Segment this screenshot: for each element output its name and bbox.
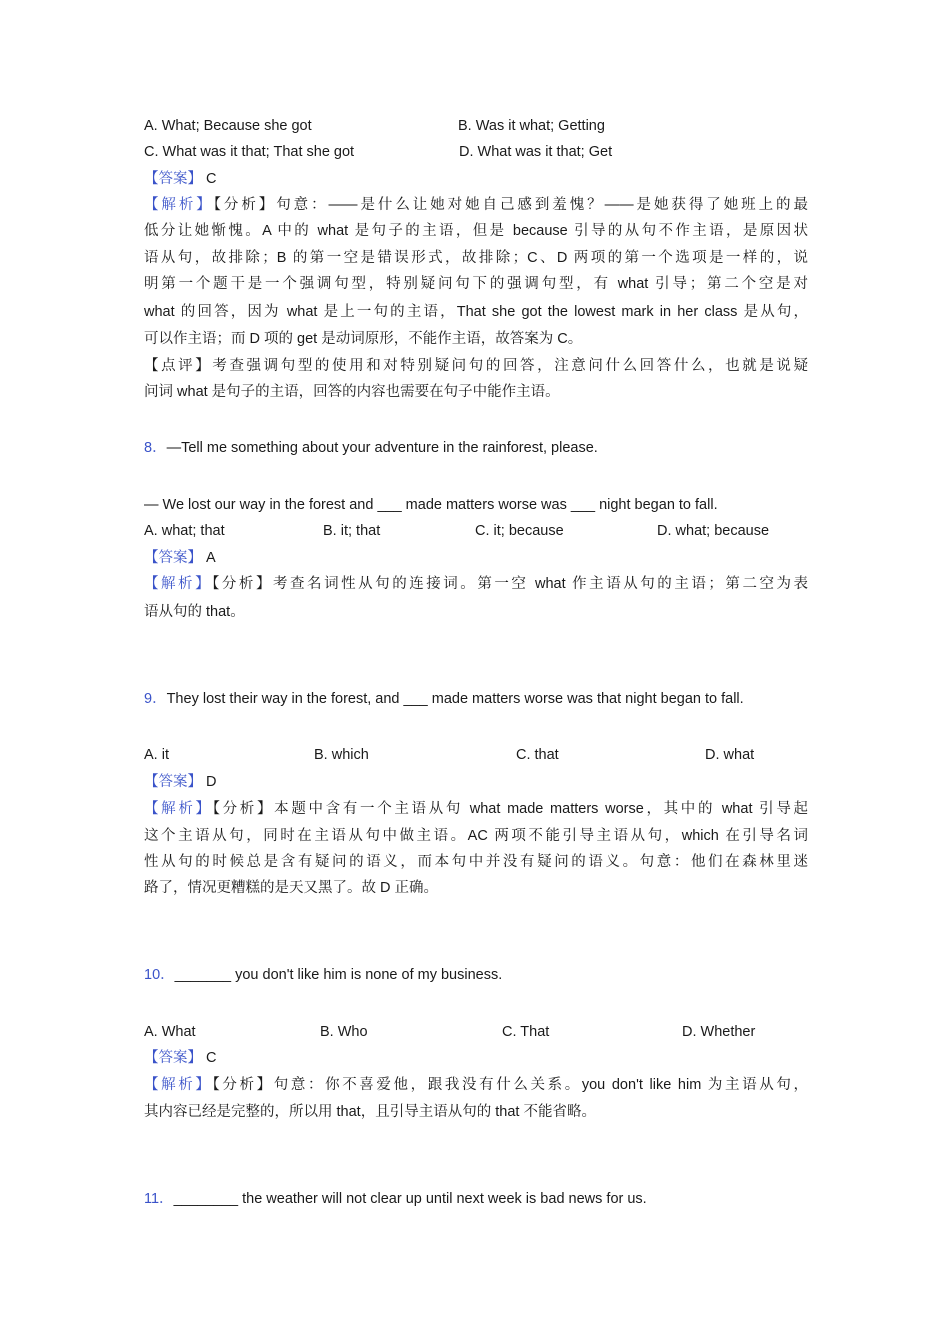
- q7-option-a: A. What; Because she got: [144, 118, 312, 134]
- q8-option-c: C. it; because: [475, 523, 564, 539]
- q10-answer-line: [144, 1048, 808, 1068]
- q7-analysis-line-2: 低分让她惭愧。A 中的 what 是句子的主语，但是 because 引导的从句不作主语，是原因状: [144, 223, 808, 239]
- answer-label: 【答案】: [144, 774, 202, 790]
- q8-number: 8．: [144, 440, 167, 456]
- q8-answer-value: A: [206, 550, 216, 566]
- q9-analysis-line-4: 路了，情况更糟糕的是天又黑了。故 D 正确。: [144, 880, 439, 896]
- q8-reply: — We lost our way in the forest and ___ made matters worse was ___ night began to fall.: [144, 497, 718, 513]
- q10-number: 10．: [144, 967, 175, 983]
- q7-comment-line-2: 问词 what 是句子的主语，回答的内容也需要在句子中能作主语。: [144, 384, 560, 400]
- q10-analysis-line-1: [144, 1075, 808, 1095]
- q11-stem-line: [144, 1189, 808, 1209]
- q10-option-d: D. Whether: [682, 1024, 756, 1040]
- answer-label: 【答案】: [144, 171, 202, 187]
- q9-stem: They lost their way in the forest, and ___ made matters worse was that night began to fall.: [166, 691, 744, 707]
- fenxi-label: 【分析】: [212, 576, 273, 592]
- q7-answer-value: C: [206, 171, 217, 187]
- q10-option-b: B. Who: [320, 1024, 368, 1040]
- q9-analysis-text-1: 本题中含有一个主语从句 what made matters worse，其中的 what 引导起: [274, 801, 809, 817]
- q7-analysis-line-5: what 的回答，因为 what 是上一句的主语，That she got the lowest mark in her class 是从句，: [144, 304, 808, 320]
- q10-option-a: A. What: [144, 1024, 196, 1040]
- q7-analysis-text-1: 句意：——是什么让她对她自己感到羞愧？——是她获得了她班上的最: [276, 197, 808, 213]
- q9-stem-line: [144, 689, 808, 709]
- q8-analysis-text-1: 考查名词性从句的连接词。第一空 what 作主语从句的主语；第二空为表: [273, 576, 809, 592]
- q10-analysis-text-1: 句意：你不喜爱他，跟我没有什么关系。you don't like him 为主语从句，: [273, 1077, 809, 1093]
- comment-label: 【点评】: [144, 358, 213, 374]
- q10-stem: _______ you don't like him is none of my business.: [174, 967, 503, 983]
- q7-analysis-line-1: [144, 195, 808, 215]
- q11-stem: ________ the weather will not clear up until next week is bad news for us.: [173, 1191, 647, 1207]
- q7-option-c: C. What was it that; That she got: [144, 144, 355, 160]
- q7-analysis-line-4: 明第一个题干是一个强调句型，特别疑问句下的强调句型，有 what 引导；第二个空是对: [144, 276, 808, 292]
- q7-answer-line: [144, 169, 808, 189]
- q7-comment-text-1: 考查强调句型的使用和对特别疑问句的回答，注意问什么回答什么，也就是说疑: [212, 358, 809, 374]
- q9-option-a: A. it: [144, 747, 169, 763]
- answer-label: 【答案】: [144, 1050, 202, 1066]
- q8-option-a: A. what; that: [144, 523, 225, 539]
- q7-comment-line-1: [144, 356, 808, 376]
- q8-analysis-line-1: [144, 574, 808, 594]
- q9-answer-value: D: [206, 774, 217, 790]
- q9-analysis-line-3: 性从句的时候总是含有疑问的语义，而本句中并没有疑问的语义。句意：他们在森林里迷: [144, 854, 808, 870]
- q8-option-d: D. what; because: [657, 523, 770, 539]
- q10-analysis-line-2: 其内容已经是完整的，所以用 that，且引导主语从句的 that 不能省略。: [144, 1104, 596, 1120]
- fenxi-label: 【分析】: [212, 801, 275, 817]
- analysis-label: 【解析】: [144, 801, 213, 817]
- answer-label: 【答案】: [144, 550, 202, 566]
- q9-option-b: B. which: [314, 747, 369, 763]
- q8-stem-line: [144, 438, 808, 458]
- q11-number: 11．: [144, 1191, 174, 1207]
- q8-stem: —Tell me something about your adventure in the rainforest, please.: [166, 440, 598, 456]
- analysis-label: 【解析】: [144, 1077, 213, 1093]
- analysis-label: 【解析】: [144, 197, 214, 213]
- q9-option-c: C. that: [516, 747, 559, 763]
- q9-analysis-line-2: 这个主语从句，同时在主语从句中做主语。AC 两项不能引导主语从句，which 在引导名词: [144, 828, 808, 844]
- q10-option-c: C. That: [502, 1024, 550, 1040]
- q7-analysis-line-3: 语从句，故排除；B 的第一空是错误形式，故排除；C、D 两项的第一个选项是一样的，说: [144, 250, 808, 266]
- q8-option-b: B. it; that: [323, 523, 381, 539]
- q8-answer-line: [144, 548, 808, 568]
- q9-number: 9．: [144, 691, 167, 707]
- q9-analysis-line-1: [144, 799, 808, 819]
- q9-answer-line: [144, 772, 808, 792]
- q7-option-b: B. Was it what; Getting: [458, 118, 605, 134]
- analysis-label: 【解析】: [144, 576, 213, 592]
- q8-analysis-line-2: 语从句的 that。: [144, 604, 245, 620]
- q10-stem-line: [144, 965, 808, 985]
- q7-option-d: D. What was it that; Get: [459, 144, 613, 160]
- fenxi-label: 【分析】: [213, 197, 277, 213]
- q9-option-d: D. what: [705, 747, 755, 763]
- q10-answer-value: C: [206, 1050, 217, 1066]
- fenxi-label: 【分析】: [212, 1077, 274, 1093]
- q7-analysis-line-6: 可以作主语；而 D 项的 get 是动词原形，不能作主语，故答案为 C。: [144, 331, 583, 347]
